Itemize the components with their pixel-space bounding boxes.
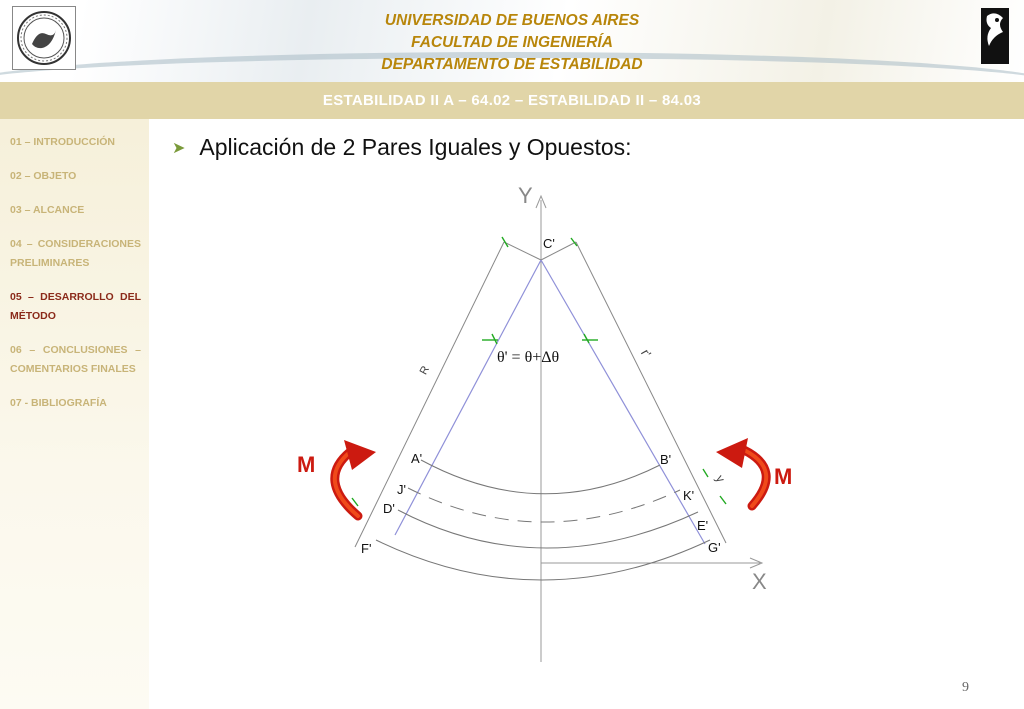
point-c-label: C' (543, 236, 555, 251)
x-axis-label: X (752, 569, 767, 594)
sidebar-item-consideraciones[interactable]: 04 – CONSIDERACIONES PRELIMINARES (10, 238, 141, 269)
arc-j-k-neutral (408, 488, 680, 522)
point-g-label: G' (708, 540, 721, 555)
inner-right-radius (541, 260, 705, 544)
page-number: 9 (962, 680, 969, 695)
sidebar-item-bibliografia[interactable]: 07 - BIBLIOGRAFÍA (10, 397, 107, 409)
point-b-label: B' (660, 452, 672, 467)
dimension-ticks (351, 237, 726, 514)
sidebar-item-alcance[interactable]: 03 – ALCANCE (10, 204, 85, 216)
radius-right-label: r' (637, 346, 655, 360)
arc-d-e (398, 510, 698, 548)
bullet-arrow-icon: ➤ (172, 139, 186, 157)
point-k-label: K' (683, 488, 695, 503)
point-j-label: J' (397, 482, 406, 497)
outer-right-side (576, 242, 726, 543)
sidebar-item-objeto[interactable]: 02 – OBJETO (10, 170, 77, 182)
inner-left-radius (395, 260, 541, 535)
radius-left-label: R (417, 364, 433, 377)
moment-right-label: M (774, 464, 793, 489)
moment-left-arrow-icon (335, 440, 376, 516)
angle-formula: θ' = θ+Δθ (497, 349, 560, 366)
department-name: DEPARTAMENTO DE ESTABILIDAD (381, 56, 643, 73)
sidebar-item-introduccion[interactable]: 01 – INTRODUCCIÓN (10, 136, 116, 148)
top-left-connector (504, 242, 541, 260)
arc-f-g (376, 540, 710, 580)
point-e-label: E' (697, 518, 709, 533)
course-title: ESTABILIDAD II A – 64.02 – ESTABILIDAD II – 84.03 (322, 92, 702, 109)
y-axis-label: Y (518, 183, 533, 208)
sidebar-item-desarrollo[interactable]: 05 – DESARROLLO DEL MÉTODO (10, 291, 141, 322)
faculty-name: FACULTAD DE INGENIERÍA (411, 34, 613, 51)
point-d-label: D' (383, 501, 395, 516)
university-name: UNIVERSIDAD DE BUENOS AIRES (384, 12, 640, 29)
distance-y-label: y (712, 472, 728, 485)
moment-left-label: M (297, 452, 316, 477)
point-f-label: F' (361, 541, 372, 556)
slide-title-text: Aplicación de 2 Pares Iguales y Opuestos: (199, 134, 632, 160)
outer-left-side (355, 242, 504, 547)
sidebar-item-conclusiones[interactable]: 06 – CONCLUSIONES – COMENTARIOS FINALES (10, 344, 141, 375)
point-a-label: A' (411, 451, 423, 466)
moment-right-arrow-icon (716, 438, 766, 506)
